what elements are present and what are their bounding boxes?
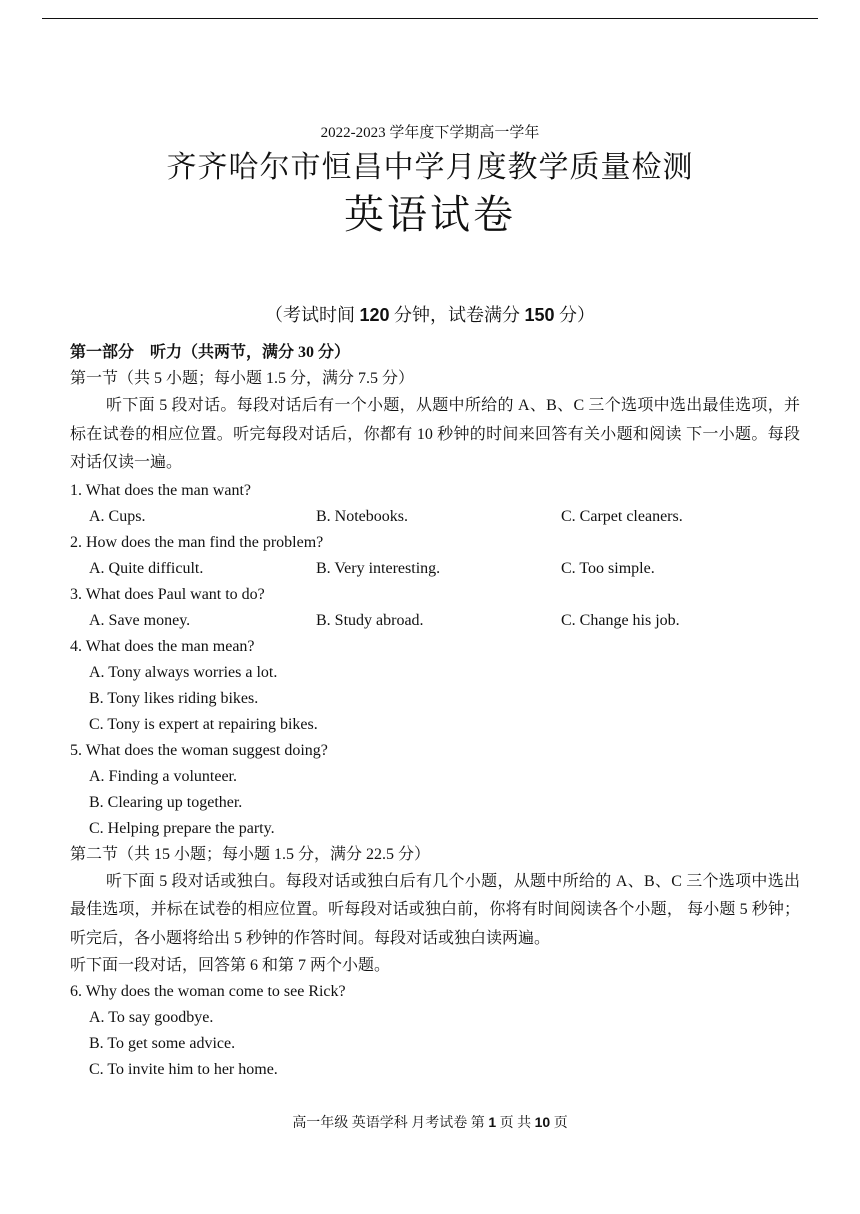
page-total: 10 xyxy=(534,1114,551,1130)
exam-content xyxy=(70,340,800,1083)
option-c: C. Helping prepare the party. xyxy=(89,819,275,837)
option-b: B. Notebooks. xyxy=(316,507,408,525)
question-options xyxy=(70,504,800,530)
exam-time: 120 xyxy=(359,305,390,325)
option-c: C. Tony is expert at repairing bikes. xyxy=(89,715,318,733)
academic-year: 2022-2023 学年度下学期高一学年 xyxy=(320,125,540,141)
option-b: B. To get some advice. xyxy=(89,1035,236,1052)
option-a: A. Cups. xyxy=(89,507,146,525)
option-b: B. Clearing up together. xyxy=(89,793,243,811)
option-b: B. Study abroad. xyxy=(316,611,424,629)
exam-header xyxy=(0,122,860,240)
question-stem: 3. What does Paul want to do? xyxy=(70,585,265,603)
part-title: 第一部分 听力（共两节，满分 30 分） xyxy=(70,344,351,361)
exam-title: 齐齐哈尔市恒昌中学月度教学质量检测 xyxy=(166,151,694,184)
exam-score: 150 xyxy=(524,305,555,325)
subject-title: 英语试卷 xyxy=(344,192,516,237)
section-instructions: 听下面 5 段对话或独白。每段对话或独白后有几个小题，从题中所给的 A、B、C 三个选项中选出最佳选项，并标在试卷的相应位置。听每段对话或独白前，你将有时间阅读各个小题， 每小题 5 秒钟；听完后，各小题将给出 5 秒钟的作答时间。每段对话或独白读两遍。 xyxy=(70,872,800,947)
page-number: 1 xyxy=(488,1114,497,1130)
dialogue-lead: 听下面一段对话，回答第 6 和第 7 两个小题。 xyxy=(70,957,391,974)
option-c: C. Too simple. xyxy=(561,559,655,577)
option-c: C. To invite him to her home. xyxy=(89,1061,278,1078)
section-title: 第一节（共 5 小题；每小题 1.5 分，满分 7.5 分） xyxy=(70,370,415,387)
top-rule xyxy=(42,18,818,19)
question xyxy=(70,582,800,634)
option-c: C. Carpet cleaners. xyxy=(561,507,683,525)
option-b: B. Very interesting. xyxy=(316,559,441,577)
option-a: A. Tony always worries a lot. xyxy=(89,663,278,681)
question xyxy=(70,634,800,738)
exam-info: （考试时间 120 分钟，试卷满分 150 分） xyxy=(264,305,596,325)
question-stem: 4. What does the man mean? xyxy=(70,637,255,655)
question xyxy=(70,478,800,530)
question xyxy=(70,979,800,1083)
question xyxy=(70,530,800,582)
question xyxy=(70,738,800,842)
question-options xyxy=(70,608,800,634)
option-a: A. Finding a volunteer. xyxy=(89,767,237,785)
option-c: C. Change his job. xyxy=(561,611,680,629)
option-a: A. Quite difficult. xyxy=(89,559,204,577)
question-stem: 2. How does the man find the problem? xyxy=(70,533,324,551)
section-instructions: 听下面 5 段对话。每段对话后有一个小题，从题中所给的 A、B、C 三个选项中选出最佳选项，并标在试卷的相应位置。听完每段对话后，你都有 10 秒钟的时间来回答有关小题和阅读 下一小题。每段对话仅读一遍。 xyxy=(70,397,800,471)
section-title: 第二节（共 15 小题；每小题 1.5 分，满分 22.5 分） xyxy=(70,845,431,863)
option-a: A. To say goodbye. xyxy=(89,1009,214,1026)
option-a: A. Save money. xyxy=(89,611,191,629)
question-options xyxy=(70,556,800,582)
question-stem: 6. Why does the woman come to see Rick? xyxy=(70,983,346,1000)
question-stem: 1. What does the man want? xyxy=(70,481,251,499)
question-stem: 5. What does the woman suggest doing? xyxy=(70,741,328,759)
page-footer: 高一年级 英语学科 月考试卷 第 1 页 共 10 页 xyxy=(292,1114,568,1131)
option-b: B. Tony likes riding bikes. xyxy=(89,689,259,707)
